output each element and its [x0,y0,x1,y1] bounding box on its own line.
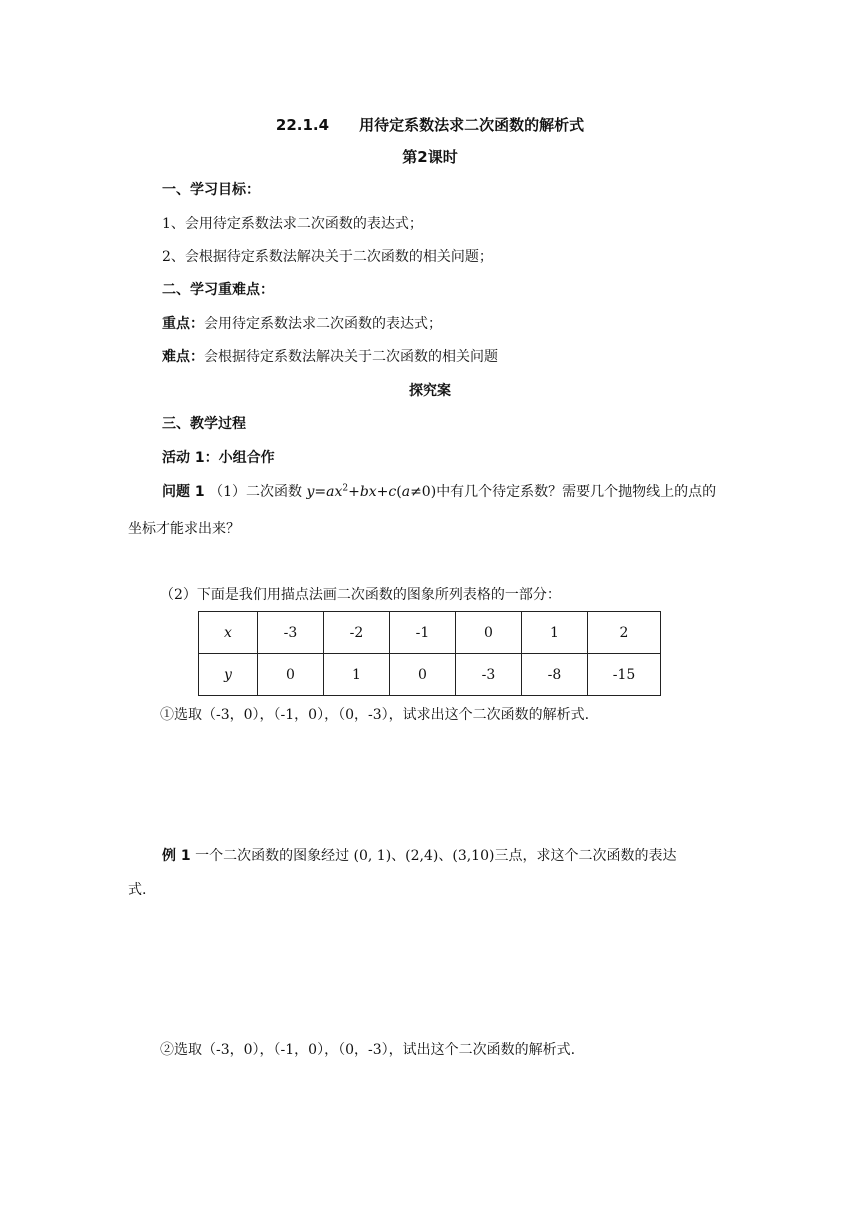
problem-1-prefix: （1）二次函数 [209,484,307,500]
problem-1-line-2: 坐标才能求出来？ [128,521,240,537]
table-cell: 1 [324,654,390,696]
key-point-row [162,314,442,334]
table-header-x: x [199,612,258,654]
table-cell: 0 [258,654,324,696]
goal-item-2: 2、会根据待定系数法解决关于二次函数的相关问题； [162,249,493,265]
table-cell: -2 [324,612,390,654]
table-cell: 2 [588,612,661,654]
page-title: 22.1.4 用待定系数法求二次函数的解析式 [275,116,585,134]
table-cell: -15 [588,654,661,696]
table-cell: -8 [522,654,588,696]
table-cell: -3 [258,612,324,654]
process-heading: 三、教学过程 [162,416,246,432]
difficulty-row [162,347,498,367]
activity-heading: 活动 1：小组合作 [162,450,275,466]
problem-1-label: 问题 1 [162,484,205,500]
example-1-line-2: 式. [128,882,147,898]
eq-y: y [306,484,315,500]
table-cell: 0 [390,654,456,696]
key-point-text: 会用待定系数法求二次函数的表达式； [204,316,442,332]
goals-heading: 一、学习目标： [162,182,260,198]
key-points-heading: 二、学习重难点： [162,282,274,298]
page-subtitle: 第2课时 [402,148,458,166]
table-cell: -1 [390,612,456,654]
goal-item-1: 1、会用待定系数法求二次函数的表达式； [162,216,423,232]
eq-exponent: 2 [342,483,349,494]
difficulty-text: 会根据待定系数法解决关于二次函数的相关问题 [204,349,498,365]
value-table [198,611,661,696]
problem-1-part-2: （2）下面是我们用描点法画二次函数的图象所列表格的一部分： [160,587,561,603]
problem-1-line-1 [162,482,716,502]
eq-equals: = [314,484,327,500]
eq-a: a [401,484,411,500]
eq-plus-1: + [348,484,360,500]
eq-ax: ax [326,484,343,500]
table-cell: -3 [456,654,522,696]
table-header-y: y [199,654,258,696]
eq-bx: bx [359,484,377,500]
question-2: ②选取（-3，0），（-1，0），（0，-3），试出这个二次函数的解析式. [160,1042,576,1058]
problem-1-suffix: 中有几个待定系数？需要几个抛物线上的点的 [436,484,717,500]
eq-paren: ( [396,484,402,500]
example-1-line-1 [162,846,676,866]
difficulty-label: 难点： [162,349,204,365]
explore-heading: 探究案 [409,383,451,399]
table-row-x [199,612,661,654]
example-1-label: 例 1 [162,848,191,864]
example-1-text: 一个二次函数的图象经过 (0, 1)、(2,4)、(3,10)三点，求这个二次函数的表达 [190,848,677,864]
table-cell: 0 [456,612,522,654]
key-point-label: 重点： [162,316,204,332]
eq-c: c [388,484,397,500]
eq-neq: ≠0) [410,484,437,500]
table-row-y [199,654,661,696]
eq-plus-2: + [376,484,389,500]
question-1: ①选取（-3，0），（-1，0），（0，-3），试求出这个二次函数的解析式. [160,707,590,723]
table-cell: 1 [522,612,588,654]
